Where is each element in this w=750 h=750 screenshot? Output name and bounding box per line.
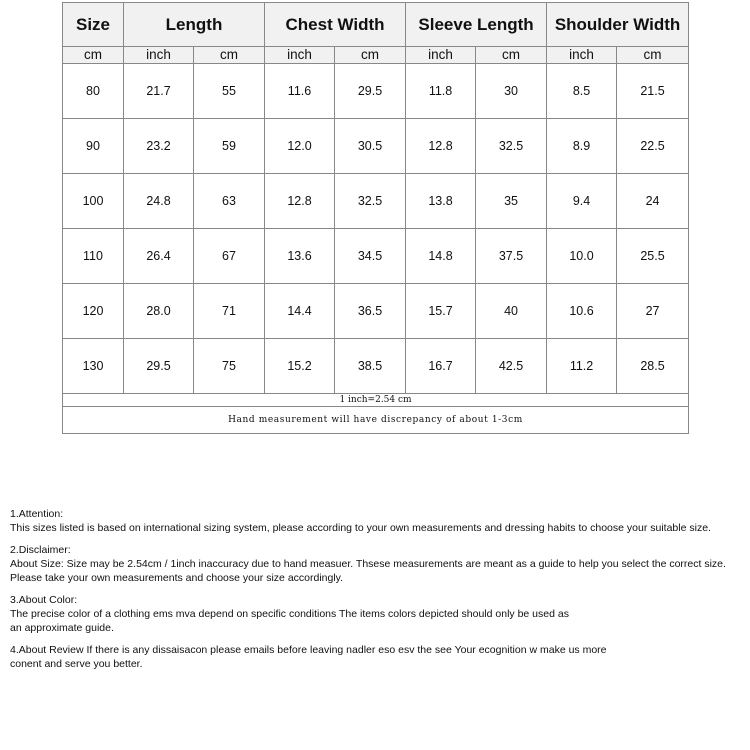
table-cell: 21.7	[124, 64, 194, 119]
table-cell: 15.2	[265, 339, 335, 394]
note-title: 3.About Color:	[10, 594, 78, 606]
note-line: About Size: Size may be 2.54cm / 1inch inaccuracy due to hand measuer. Thsese measurements are meant as a guide to help you select the correct size.	[10, 558, 726, 570]
table-row	[63, 64, 689, 119]
sleeve-length-header: Sleeve Length	[406, 3, 547, 47]
hand-measurement-note: Hand measurement will have discrepancy of about 1-3cm	[63, 407, 689, 434]
table-cell: 14.4	[265, 284, 335, 339]
table-row	[63, 339, 689, 394]
table-cell: 29.5	[124, 339, 194, 394]
table-cell: 30.5	[335, 119, 406, 174]
note-title: 2.Disclaimer:	[10, 544, 71, 556]
table-cell: 10.0	[547, 229, 617, 284]
note-line: Please take your own measurements and choose your size accordingly.	[10, 572, 344, 584]
size-cell: 120	[63, 284, 124, 339]
table-cell: 11.8	[406, 64, 476, 119]
table-cell: 11.2	[547, 339, 617, 394]
review-note	[10, 643, 750, 671]
table-cell: 55	[194, 64, 265, 119]
size-chart-table	[62, 2, 689, 434]
conversion-note: 1 inch=2.54 cm	[63, 394, 689, 407]
table-cell: 36.5	[335, 284, 406, 339]
table-cell: 16.7	[406, 339, 476, 394]
hand-measurement-row	[63, 407, 689, 434]
attention-note	[10, 507, 750, 535]
note-line: an approximate guide.	[10, 622, 114, 634]
unit-cell: cm	[617, 47, 689, 64]
table-cell: 23.2	[124, 119, 194, 174]
table-cell: 26.4	[124, 229, 194, 284]
disclaimer-note	[10, 543, 750, 585]
length-header: Length	[124, 3, 265, 47]
unit-cell: inch	[124, 47, 194, 64]
note-line: This sizes listed is based on international sizing system, please according to your own measurements and dressing habits to choose your suitable size.	[10, 522, 711, 534]
unit-cell: inch	[547, 47, 617, 64]
size-cell: 80	[63, 64, 124, 119]
table-cell: 67	[194, 229, 265, 284]
size-header: Size	[63, 3, 124, 47]
table-row	[63, 119, 689, 174]
table-cell: 71	[194, 284, 265, 339]
table-cell: 37.5	[476, 229, 547, 284]
table-cell: 28.5	[617, 339, 689, 394]
size-cell: 100	[63, 174, 124, 229]
table-cell: 30	[476, 64, 547, 119]
table-cell: 8.9	[547, 119, 617, 174]
notes-section	[10, 507, 750, 679]
note-line: The precise color of a clothing ems mva depend on specific conditions The items colors depicted should only be used as	[10, 608, 569, 620]
table-cell: 14.8	[406, 229, 476, 284]
table-cell: 13.6	[265, 229, 335, 284]
table-cell: 29.5	[335, 64, 406, 119]
unit-cell: cm	[194, 47, 265, 64]
table-cell: 34.5	[335, 229, 406, 284]
table-cell: 12.0	[265, 119, 335, 174]
table-row	[63, 229, 689, 284]
table-cell: 9.4	[547, 174, 617, 229]
conversion-note-row	[63, 394, 689, 407]
table-cell: 8.5	[547, 64, 617, 119]
table-cell: 25.5	[617, 229, 689, 284]
table-cell: 24	[617, 174, 689, 229]
color-note	[10, 593, 750, 635]
table-cell: 32.5	[335, 174, 406, 229]
size-cell: 130	[63, 339, 124, 394]
table-cell: 27	[617, 284, 689, 339]
table-cell: 22.5	[617, 119, 689, 174]
table-row	[63, 284, 689, 339]
unit-cell: inch	[265, 47, 335, 64]
table-cell: 28.0	[124, 284, 194, 339]
table-cell: 15.7	[406, 284, 476, 339]
size-cell: 110	[63, 229, 124, 284]
header-row	[63, 3, 689, 47]
table-cell: 12.8	[265, 174, 335, 229]
table-cell: 32.5	[476, 119, 547, 174]
table-cell: 35	[476, 174, 547, 229]
chest-width-header: Chest Width	[265, 3, 406, 47]
note-line: conent and serve you better.	[10, 658, 143, 670]
table-row	[63, 174, 689, 229]
table-cell: 24.8	[124, 174, 194, 229]
unit-cell: cm	[335, 47, 406, 64]
table-cell: 42.5	[476, 339, 547, 394]
table-cell: 11.6	[265, 64, 335, 119]
unit-cell: cm	[63, 47, 124, 64]
table-cell: 75	[194, 339, 265, 394]
table-cell: 40	[476, 284, 547, 339]
table-cell: 63	[194, 174, 265, 229]
note-line: 4.About Review If there is any dissaisacon please emails before leaving nadler eso esv the see Your ecognition w make us more	[10, 644, 607, 656]
table-cell: 38.5	[335, 339, 406, 394]
unit-cell: inch	[406, 47, 476, 64]
table-cell: 10.6	[547, 284, 617, 339]
table-cell: 13.8	[406, 174, 476, 229]
table-cell: 21.5	[617, 64, 689, 119]
table-cell: 59	[194, 119, 265, 174]
unit-cell: cm	[476, 47, 547, 64]
size-cell: 90	[63, 119, 124, 174]
table-cell: 12.8	[406, 119, 476, 174]
shoulder-width-header: Shoulder Width	[547, 3, 689, 47]
note-title: 1.Attention:	[10, 508, 64, 520]
unit-row	[63, 47, 689, 64]
